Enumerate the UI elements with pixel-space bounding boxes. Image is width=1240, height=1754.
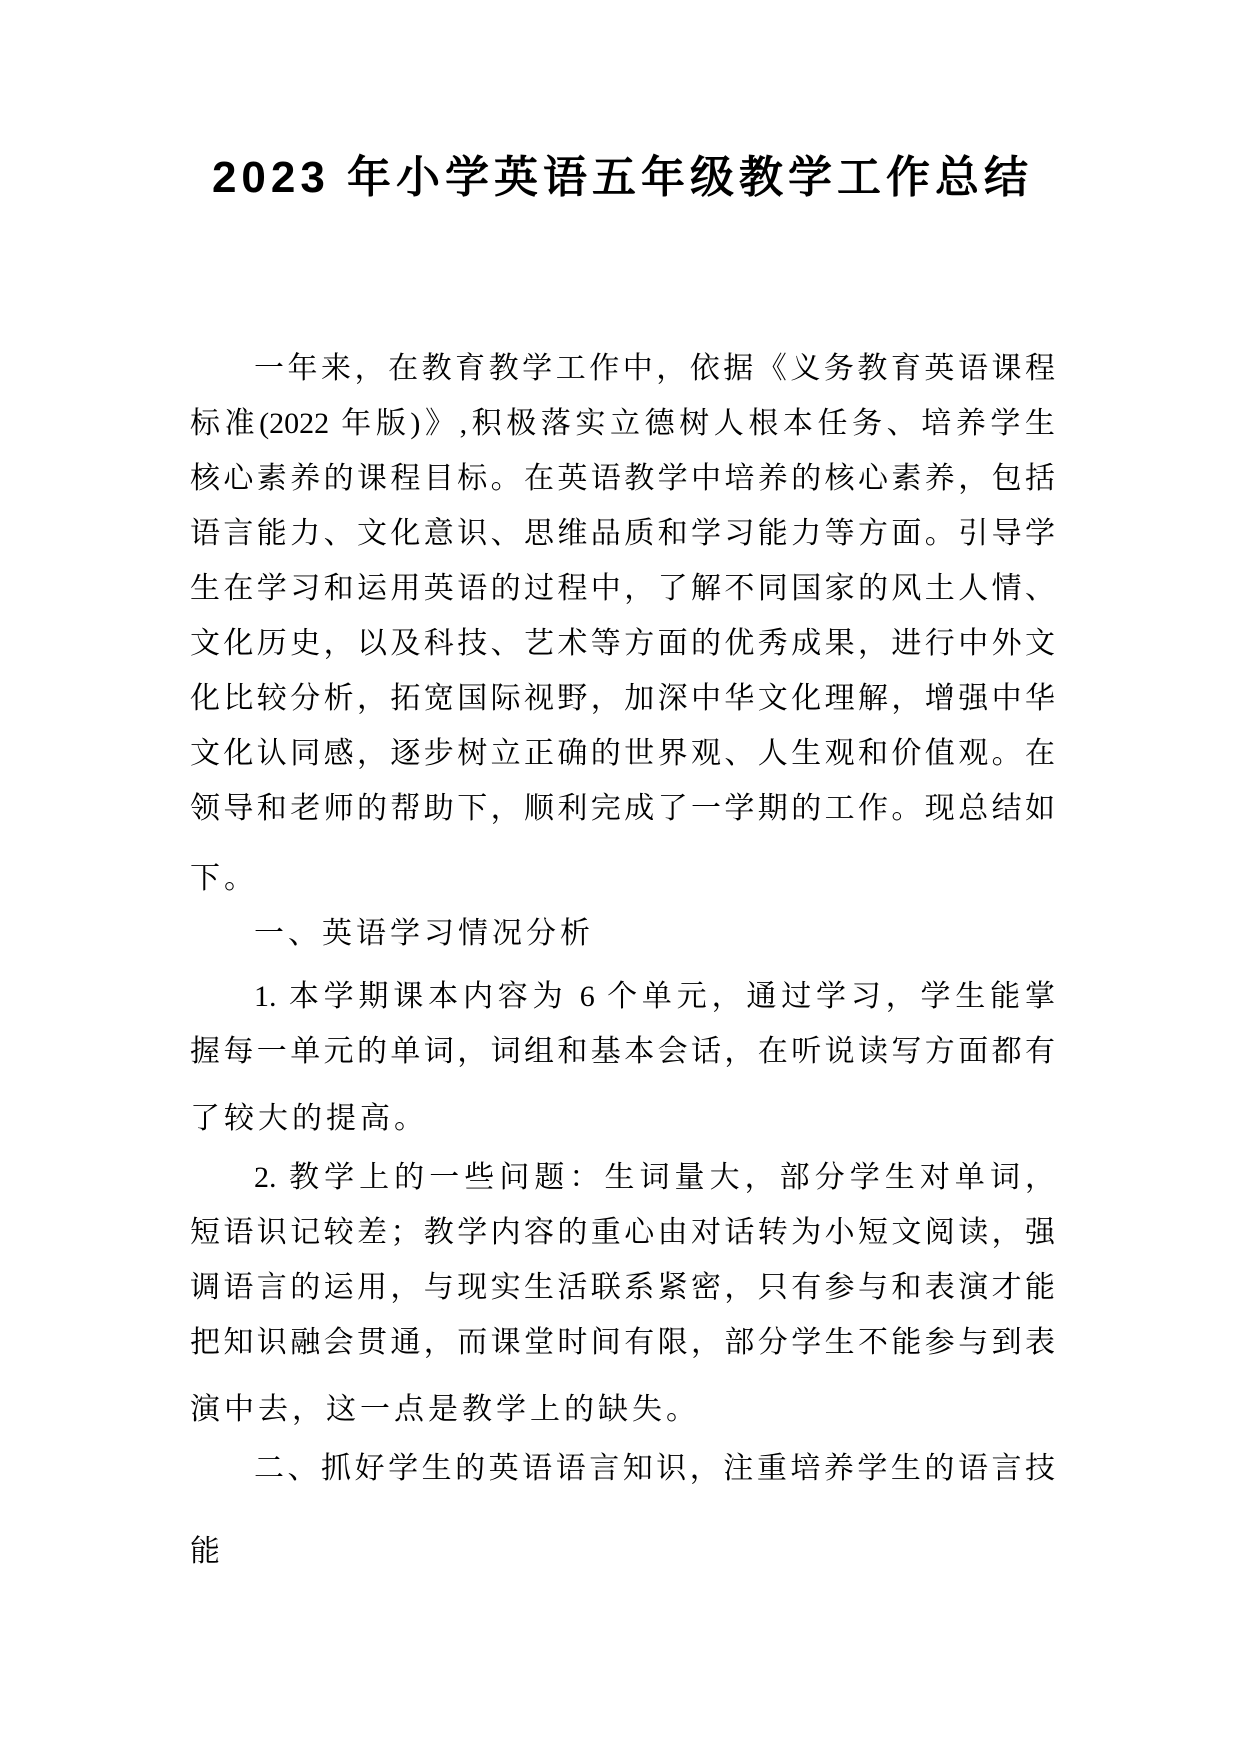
list-item-2-line: 演中去，这一点是教学上的缺失。 — [190, 1393, 700, 1426]
paragraph-line: 文化认同感，逐步树立正确的世界观、人生观和价值观。在 — [190, 737, 1055, 770]
list-item-2-line: 短语识记较差；教学内容的重心由对话转为小短文阅读，强 — [190, 1216, 1055, 1249]
list-item-2-line: 2. 教学上的一些问题：生词量大，部分学生对单词， — [254, 1161, 1055, 1194]
paragraph-line: 领导和老师的帮助下，顺利完成了一学期的工作。现总结如 — [190, 792, 1055, 825]
paragraph-line: 下。 — [190, 862, 258, 895]
document-title: 2023 年小学英语五年级教学工作总结 — [211, 153, 1034, 202]
paragraph-line: 标准(2022 年版)》,积极落实立德树人根本任务、培养学生 — [190, 407, 1055, 440]
section-heading-2: 二、抓好学生的英语语言知识，注重培养学生的语言技 — [254, 1452, 1055, 1485]
paragraph-line: 核心素养的课程目标。在英语教学中培养的核心素养，包括 — [190, 462, 1055, 495]
paragraph-line: 化比较分析，拓宽国际视野，加深中华文化理解，增强中华 — [190, 682, 1055, 715]
list-item-1-line: 握每一单元的单词，词组和基本会话，在听说读写方面都有 — [190, 1035, 1055, 1068]
paragraph-line: 文化历史，以及科技、艺术等方面的优秀成果，进行中外文 — [190, 627, 1055, 660]
paragraph-line: 语言能力、文化意识、思维品质和学习能力等方面。引导学 — [190, 517, 1055, 550]
list-item-1-line: 了较大的提高。 — [190, 1102, 428, 1135]
section-heading-1: 一、英语学习情况分析 — [254, 917, 594, 950]
document-content — [190, 0, 1055, 1579]
paragraph-line: 一年来，在教育教学工作中，依据《义务教育英语课程 — [254, 352, 1055, 385]
list-item-2-line: 把知识融会贯通，而课堂时间有限，部分学生不能参与到表 — [190, 1326, 1055, 1359]
list-item-2-line: 调语言的运用，与现实生活联系紧密，只有参与和表演才能 — [190, 1271, 1055, 1304]
paragraph-line: 生在学习和运用英语的过程中，了解不同国家的风土人情、 — [190, 572, 1055, 605]
section-heading-2-overflow: 能 — [190, 1535, 221, 1568]
document-body — [190, 341, 1055, 1579]
list-item-1-line: 1. 本学期课本内容为 6 个单元，通过学习，学生能掌 — [254, 980, 1055, 1013]
